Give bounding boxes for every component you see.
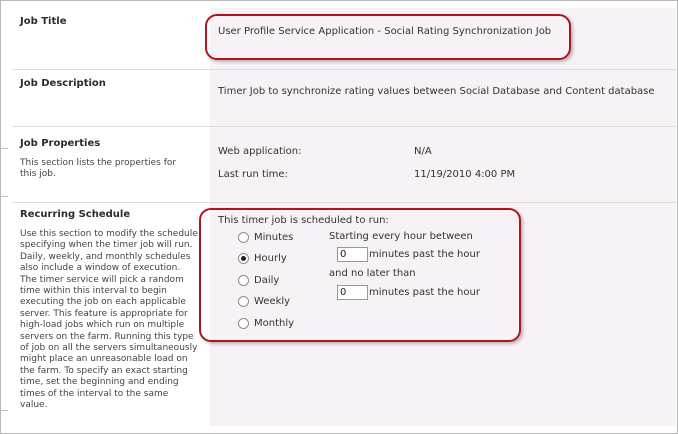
end-minutes-suffix: minutes past the hour: [369, 287, 480, 298]
job-properties-description: This section lists the properties for this job.: [20, 158, 177, 180]
section-divider: [12, 69, 676, 70]
job-description-heading: Job Description: [20, 78, 106, 89]
recurring-schedule-description: Use this section to modify the schedule specifying when the timer job will run. Daily, weekly, and monthly schedules also include a window of execution. The timer service will pick a random time within this interval to begin executing the job on each applicable server. This feature is appropriate for high-load jobs which run on multiple servers on the farm. Running this type of job on all the servers simultaneously might place an unreasonable load on the farm. To specify an exact starting time, set the beginning and ending times of the interval to the same value.: [20, 229, 198, 411]
web-application-label: Web application:: [218, 146, 302, 157]
radio-hourly-label: Hourly: [254, 253, 287, 264]
section-divider: [12, 126, 676, 127]
recurring-schedule-heading: Recurring Schedule: [20, 209, 131, 220]
last-run-label: Last run time:: [218, 169, 288, 180]
radio-monthly-label: Monthly: [254, 318, 295, 329]
job-title-heading: Job Title: [20, 16, 67, 27]
end-window-label: and no later than: [329, 268, 416, 279]
job-properties-heading: Job Properties: [20, 138, 101, 149]
job-title-highlight: [205, 14, 571, 60]
left-edge-divider: [0, 410, 8, 411]
section-divider: [12, 202, 676, 203]
radio-weekly-label: Weekly: [254, 296, 291, 307]
radio-minutes-label: Minutes: [254, 232, 294, 243]
radio-daily-label: Daily: [254, 275, 280, 286]
start-window-label: Starting every hour between: [329, 231, 473, 242]
left-edge-divider: [0, 196, 8, 197]
last-run-value: 11/19/2010 4:00 PM: [414, 169, 516, 180]
start-minutes-suffix: minutes past the hour: [369, 249, 480, 260]
schedule-highlight: [199, 208, 521, 342]
left-edge-divider: [0, 148, 8, 149]
job-description-value: Timer Job to synchronize rating values between Social Database and Content database: [218, 86, 655, 97]
web-application-value: N/A: [414, 146, 432, 157]
job-title-value: User Profile Service Application - Social Rating Synchronization Job: [218, 26, 552, 37]
schedule-intro: This timer job is scheduled to run:: [218, 215, 389, 226]
